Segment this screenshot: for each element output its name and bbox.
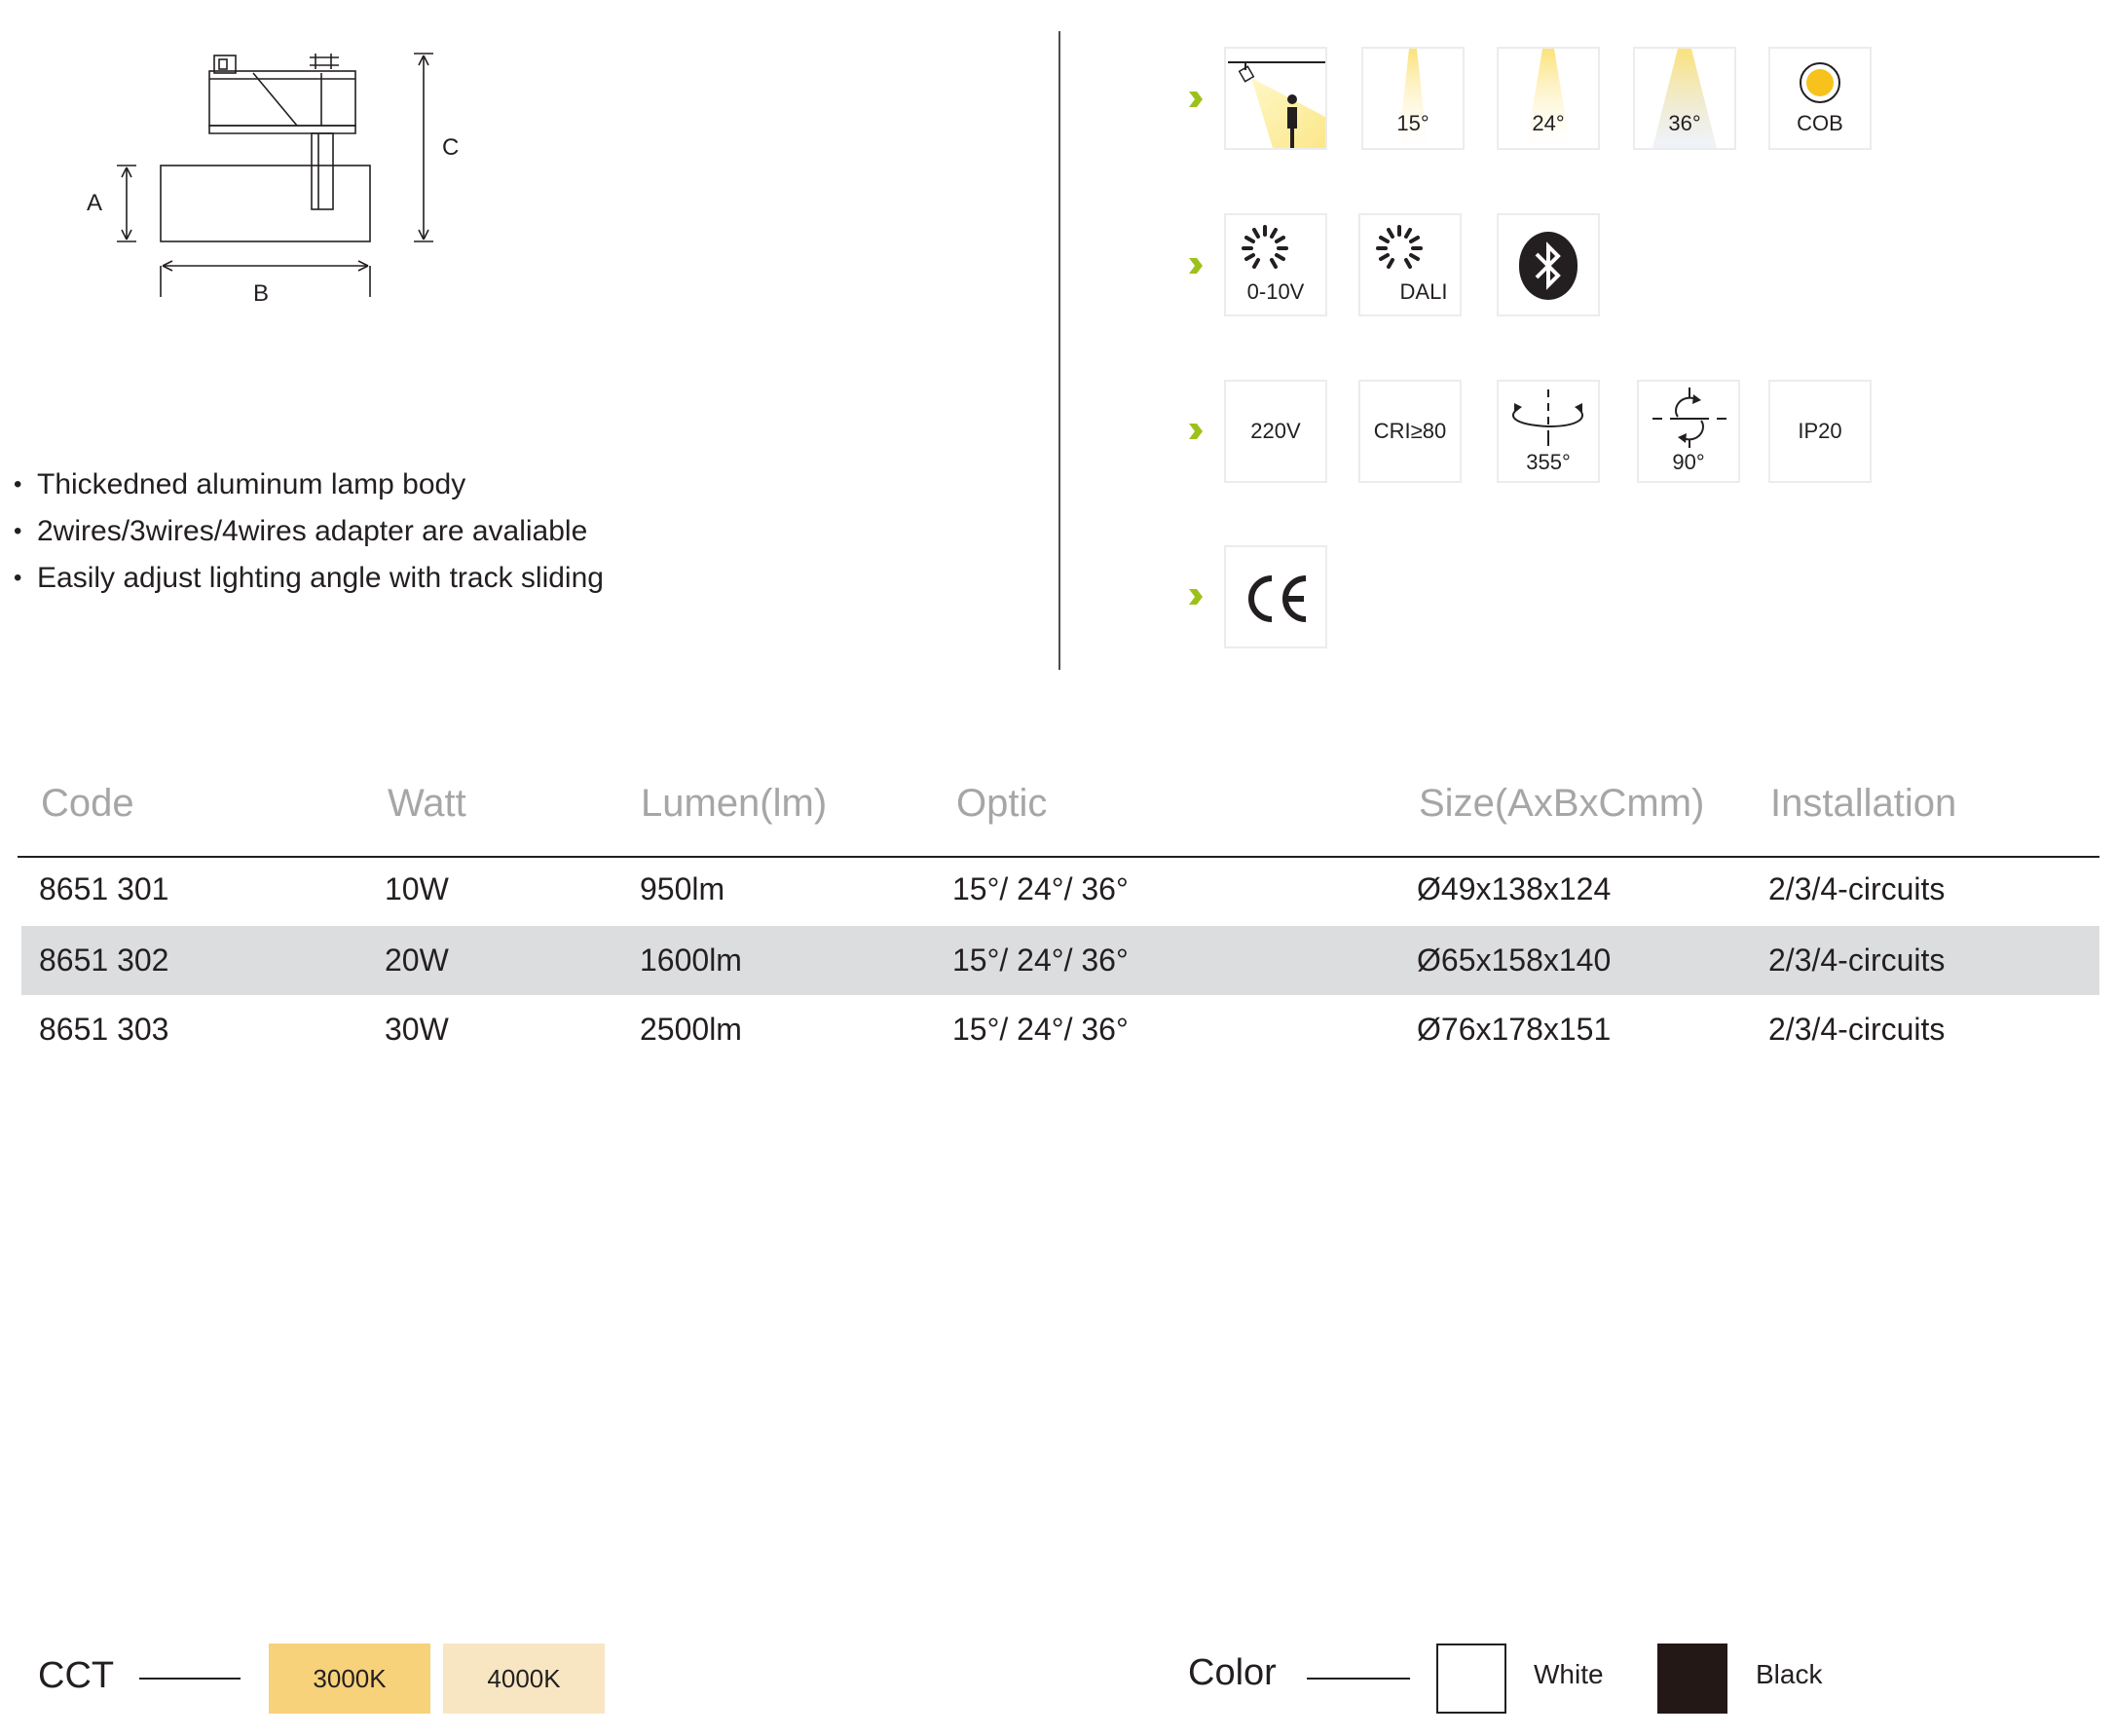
cell-optic: 15°/ 24°/ 36° (952, 1012, 1129, 1047)
table-header-watt: Watt (388, 782, 466, 825)
tilt-icon-box (1637, 380, 1740, 483)
cell-code: 8651 303 (39, 1012, 169, 1047)
color-leader-line (1307, 1678, 1410, 1680)
cell-size: Ø49x138x124 (1417, 871, 1612, 906)
rotate-355-icon (1504, 388, 1592, 448)
dimming-icon (1236, 221, 1294, 279)
color-black-swatch (1657, 1644, 1727, 1714)
feature-item: • 2wires/3wires/4wires adapter are avaliable (12, 508, 604, 555)
chevron-right-icon (1189, 589, 1203, 605)
cell-code: 8651 302 (39, 942, 169, 978)
beam-angle-label: 36° (1668, 111, 1701, 135)
color-black-label: Black (1756, 1659, 1823, 1689)
cell-installation: 2/3/4-circuits (1768, 871, 1946, 906)
cct-leader-line (139, 1678, 241, 1680)
cell-size: Ø65x158x140 (1417, 942, 1612, 978)
ce-mark-icon (1244, 573, 1312, 625)
chevron-right-icon (1189, 92, 1203, 107)
table-header-installation: Installation (1770, 782, 1957, 825)
table-header-lumen: Lumen(lm) (641, 782, 828, 825)
table-header-optic: Optic (956, 782, 1048, 825)
table-row (21, 926, 2099, 995)
cell-lumen: 1600lm (640, 942, 742, 978)
cell-lumen: 950lm (640, 871, 725, 906)
ce-mark-icon-box (1224, 545, 1327, 648)
track-light-outline (78, 44, 506, 316)
cct-4000k-swatch: 4000K (443, 1644, 605, 1714)
cct-3000k-swatch: 3000K (269, 1644, 430, 1714)
dimension-a-label: A (87, 190, 103, 216)
voltage-label: 220V (1250, 419, 1301, 443)
cell-watt: 10W (385, 871, 449, 906)
cri-icon-box (1358, 380, 1462, 483)
chevron-right-icon (1189, 258, 1203, 274)
spotlight-person-icon-box (1224, 47, 1327, 150)
bluetooth-icon (1518, 231, 1578, 301)
vertical-divider (1058, 31, 1060, 670)
feature-item: • Easily adjust lighting angle with track sliding (12, 555, 604, 602)
cell-watt: 20W (385, 942, 449, 978)
beam-36-icon-box (1633, 47, 1736, 150)
table-header-code: Code (41, 782, 134, 825)
cob-icon-box (1768, 47, 1872, 150)
cob-label: COB (1797, 111, 1843, 135)
rotation-icon-box (1497, 380, 1600, 483)
table-row (21, 995, 2099, 1064)
cell-optic: 15°/ 24°/ 36° (952, 871, 1129, 906)
table-header-size: Size(AxBxCmm) (1419, 782, 1705, 825)
cri-label: CRI≥80 (1373, 419, 1447, 443)
dimming-dali-icon-box (1358, 213, 1462, 316)
dimming-0-10v-icon-box (1224, 213, 1327, 316)
feature-list (12, 462, 604, 602)
chevron-right-icon (1189, 424, 1203, 439)
table-row (21, 855, 2099, 924)
beam-angle-label: 24° (1532, 111, 1565, 135)
product-dimension-drawing (78, 44, 506, 316)
cell-code: 8651 301 (39, 871, 169, 906)
beam-angle-label: 15° (1396, 111, 1429, 135)
cell-optic: 15°/ 24°/ 36° (952, 942, 1129, 978)
dimension-b-label: B (253, 280, 270, 307)
dimension-c-label: C (442, 134, 460, 161)
voltage-icon-box (1224, 380, 1327, 483)
cell-size: Ø76x178x151 (1417, 1012, 1612, 1047)
cct-label: CCT (38, 1655, 115, 1696)
rotation-label: 355° (1526, 450, 1571, 474)
spotlight-person-icon (1226, 49, 1325, 148)
tilt-90-icon (1651, 386, 1728, 450)
cell-lumen: 2500lm (640, 1012, 742, 1047)
dimming-label: DALI (1399, 279, 1448, 304)
ip-rating-label: IP20 (1798, 419, 1842, 443)
color-white-swatch (1436, 1644, 1506, 1714)
ip-rating-icon-box (1768, 380, 1872, 483)
cell-watt: 30W (385, 1012, 449, 1047)
color-white-label: White (1534, 1659, 1604, 1689)
cell-installation: 2/3/4-circuits (1768, 1012, 1946, 1047)
feature-item: • Thickedned aluminum lamp body (12, 462, 604, 508)
cell-installation: 2/3/4-circuits (1768, 942, 1946, 978)
bluetooth-icon-box (1497, 213, 1600, 316)
color-label: Color (1188, 1652, 1277, 1693)
beam-24-icon-box (1497, 47, 1600, 150)
dimming-label: 0-10V (1246, 279, 1305, 304)
dimming-icon (1370, 221, 1429, 279)
beam-15-icon-box (1361, 47, 1465, 150)
tilt-label: 90° (1672, 450, 1705, 474)
